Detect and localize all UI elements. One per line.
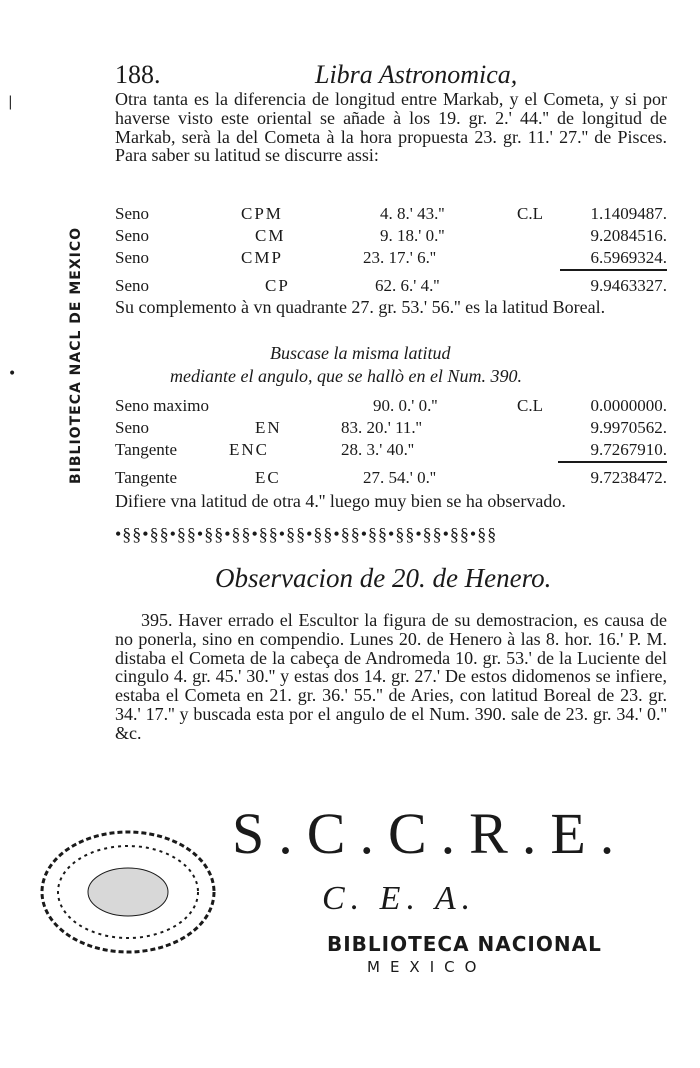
row-log: 9.2084516. <box>590 226 667 245</box>
table-row <box>115 276 667 298</box>
sum-rule <box>560 269 667 271</box>
table-row <box>115 226 667 248</box>
row-label: Seno <box>115 276 149 295</box>
row-log: 9.7238472. <box>590 468 667 487</box>
monogram-sub: C. E. A. <box>322 880 477 917</box>
section-heading-line2: mediante el angulo, que se hallò en el Num. 390. <box>170 366 522 386</box>
row-label: Seno <box>115 226 149 245</box>
row-arc: EN <box>255 418 282 437</box>
row-label: Seno <box>115 248 149 267</box>
library-stamp-city: MEXICO <box>367 958 487 976</box>
row-cl: C.L <box>517 396 543 415</box>
table-row <box>115 440 667 462</box>
row-label: Seno <box>115 204 149 223</box>
sum-rule <box>558 461 667 463</box>
row-log: 9.9970562. <box>590 418 667 437</box>
running-title: Libra Astronomica, <box>315 60 518 89</box>
difiere-text: Difiere vna latitud de otra 4.'' luego muy bien se ha observado. <box>115 491 566 511</box>
observation-paragraph: 395. Haver errado el Escultor la figura de su demostracion, es causa de no ponerla, sino en compendio. Lunes 20. de Henero à las 8. hor. 16.' P. M. distaba el Cometa de la cabeça de Andromeda 10. gr. 53.' de la Luciente del cingulo 4. gr. 45.' 30.'' y estas dos 14. gr. 27.' De estos didomenos se infiere, estaba el Cometa en 21. gr. 36.' 55.'' de Aries, con latitud Boreal de 23. gr. 34.' 17.'' y buscada esta por el angulo de el Num. 390. sale de 23. gr. 34.' 0.'' &c. <box>115 610 667 743</box>
row-value: 9. 18.' 0.'' <box>380 226 445 245</box>
library-stamp: BIBLIOTECA NACIONAL <box>327 932 602 956</box>
page-number: 188. <box>115 60 161 89</box>
complement-text: Su complemento à vn quadrante 27. gr. 53.' 56.'' es la latitud Boreal. <box>115 297 606 317</box>
row-log: 1.1409487. <box>590 204 667 223</box>
row-label: Tangente <box>115 468 178 487</box>
observation-title: Observacion de 20. de Henero. <box>215 563 552 593</box>
row-value: 90. 0.' 0.'' <box>373 396 438 415</box>
row-value: 27. 54.' 0.'' <box>363 468 436 487</box>
library-seal-icon <box>38 828 218 956</box>
row-value: 28. 3.' 40.'' <box>341 440 414 459</box>
table-row <box>115 248 667 270</box>
ornament-rule: •§§•§§•§§•§§•§§•§§•§§•§§•§§•§§•§§•§§•§§•§§ <box>115 524 498 544</box>
margin-dot: • <box>8 366 17 382</box>
margin-mark: | <box>8 94 13 110</box>
row-arc: ENC <box>229 440 269 459</box>
table-row <box>115 418 667 440</box>
row-value: 23. 17.' 6.'' <box>363 248 436 267</box>
row-label: Seno <box>115 418 149 437</box>
row-log: 9.9463327. <box>590 276 667 295</box>
row-arc: CP <box>265 276 290 295</box>
intro-paragraph: Otra tanta es la diferencia de longitud entre Markab, y el Cometa, y si por haverse visto este oriental se añade à los 19. gr. 2.' 44.'' de longitud de Markab, serà la del Cometa à la hora propuesta 23. gr. 11.' 27.'' de Pisces. Para saber su latitud se discurre assi: <box>115 89 667 166</box>
monogram-letters: S.C.C.R.E. <box>232 801 629 866</box>
row-log: 6.5969324. <box>590 248 667 267</box>
row-arc: CPM <box>241 204 283 223</box>
row-value: 83. 20.' 11.'' <box>341 418 422 437</box>
side-stamp: BIBLIOTECA NACL DE MEXICO <box>68 226 84 484</box>
table-row <box>115 468 667 490</box>
row-label: Tangente <box>115 440 178 459</box>
row-arc: EC <box>255 468 281 487</box>
row-log: 0.0000000. <box>590 396 667 415</box>
row-log: 9.7267910. <box>590 440 667 459</box>
row-arc: CMP <box>241 248 283 267</box>
row-value: 62. 6.' 4.'' <box>375 276 440 295</box>
row-arc: CM <box>255 226 286 245</box>
row-cl: C.L <box>517 204 543 223</box>
row-label: Seno maximo <box>115 396 209 415</box>
table-row <box>115 204 667 226</box>
table-row <box>115 396 667 418</box>
section-heading-line1: Buscase la misma latitud <box>270 343 451 363</box>
row-value: 4. 8.' 43.'' <box>380 204 445 223</box>
